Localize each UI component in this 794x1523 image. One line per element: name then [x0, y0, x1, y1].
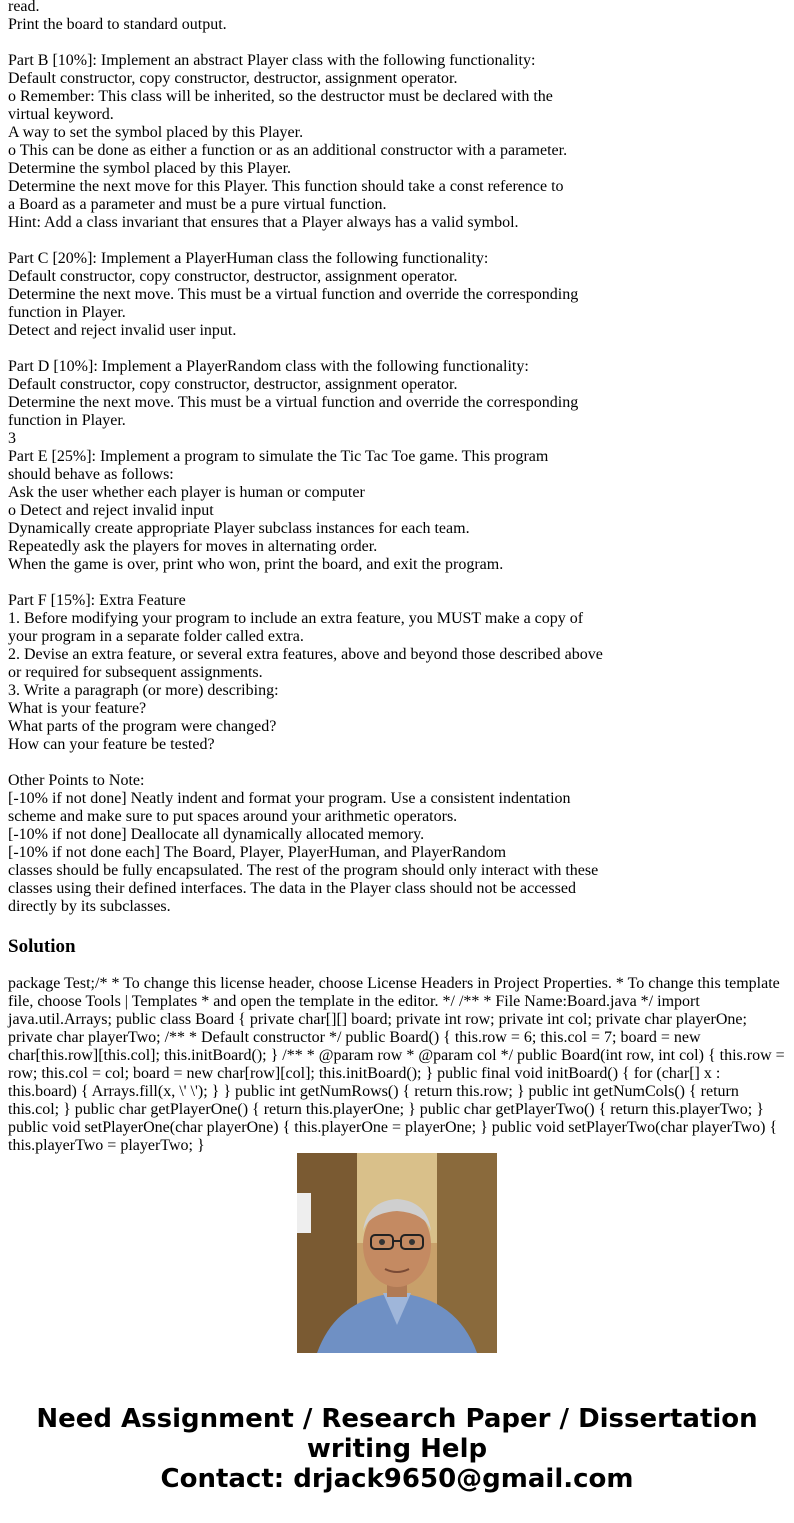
text-line: Determine the next move. This must be a virtual function and override the corresponding: [8, 394, 579, 411]
text-line: When the game is over, print who won, print the board, and exit the program.: [8, 556, 504, 573]
text-line: Repeatedly ask the players for moves in alternating order.: [8, 538, 378, 555]
text-line: Print the board to standard output.: [8, 16, 227, 33]
promo-line-1: Need Assignment / Research Paper / Dissertation: [36, 1404, 758, 1434]
text-line: function in Player.: [8, 304, 126, 321]
text-line: Determine the symbol placed by this Player.: [8, 160, 292, 177]
text-line: o This can be done as either a function or as an additional constructor with a parameter.: [8, 142, 568, 159]
text-line: Part C [20%]: Implement a PlayerHuman class the following functionality:: [8, 250, 489, 267]
solution-code: package Test;/* * To change this license header, choose License Headers in Project Properties. * To change this template file, choose Tools | Templates * and open the template in the editor. */ /** * File Name:Board.java */ import java.util.Arrays; public class Board { private char[][] board; private int row; private int col; private char playerOne; private char playerTwo; /** * Default constructor */ public Board() { this.row = 6; this.col = 7; board = new char[this.row][this.col]; this.initBoard(); } /** * @param row * @param col */ public Board(int row, int col) { this.row = row; this.col = col; board = new char[row][col]; this.initBoard(); } public final void initBoard() { for (char[] x : this.board) { Arrays.fill(x, \' \'); } } public int getNumRows() { return this.row; } public int getNumCols() { return this.col; } public char getPlayerOne() { return this.playerOne; } public char getPlayerTwo() { return this.playerTwo; } public void setPlayerOne(char playerOne) { this.playerOne = playerOne; } public void setPlayerTwo(char playerTwo) { this.playerTwo = playerTwo; }: [8, 975, 785, 1154]
text-line: Detect and reject invalid user input.: [8, 322, 237, 339]
text-line: scheme and make sure to put spaces around your arithmetic operators.: [8, 808, 458, 825]
text-line: a Board as a parameter and must be a pure virtual function.: [8, 196, 387, 213]
text-line: 3: [8, 430, 16, 447]
text-line: Default constructor, copy constructor, destructor, assignment operator.: [8, 268, 458, 285]
text-line: Other Points to Note:: [8, 772, 145, 789]
blank-line: [8, 232, 788, 250]
text-line: How can your feature be tested?: [8, 736, 215, 753]
tutor-photo: [297, 1153, 497, 1353]
blank-line: [8, 34, 788, 52]
text-line: directly by its subclasses.: [8, 898, 171, 915]
text-line: What is your feature?: [8, 700, 147, 717]
text-line: [-10% if not done] Neatly indent and format your program. Use a consistent indentation: [8, 790, 571, 807]
text-line: function in Player.: [8, 412, 126, 429]
text-line: Part B [10%]: Implement an abstract Player class with the following functionality:: [8, 52, 536, 69]
text-line: [-10% if not done] Deallocate all dynamically allocated memory.: [8, 826, 425, 843]
assignment-text: [8, 0, 788, 916]
blank-line: [8, 574, 788, 592]
text-line: Default constructor, copy constructor, destructor, assignment operator.: [8, 376, 458, 393]
text-line: Dynamically create appropriate Player subclass instances for each team.: [8, 520, 470, 537]
text-line: o Detect and reject invalid input: [8, 502, 214, 519]
promo-line-2: writing Help: [306, 1434, 488, 1464]
promo-banner: [0, 1404, 794, 1494]
text-line: o Remember: This class will be inherited, so the destructor must be declared with the: [8, 88, 553, 105]
text-line: 1. Before modifying your program to include an extra feature, you MUST make a copy of: [8, 610, 584, 627]
solution-heading: Solution: [8, 936, 76, 957]
text-line: Default constructor, copy constructor, destructor, assignment operator.: [8, 70, 458, 87]
text-line: What parts of the program were changed?: [8, 718, 277, 735]
text-line: 2. Devise an extra feature, or several extra features, above and beyond those described above: [8, 646, 603, 663]
text-line: Part E [25%]: Implement a program to simulate the Tic Tac Toe game. This program: [8, 448, 549, 465]
text-line: Hint: Add a class invariant that ensures that a Player always has a valid symbol.: [8, 214, 519, 231]
blank-line: [8, 340, 788, 358]
text-line: should behave as follows:: [8, 466, 174, 483]
blank-line: [8, 754, 788, 772]
text-line: your program in a separate folder called extra.: [8, 628, 304, 645]
text-line: classes using their defined interfaces. The data in the Player class should not be accessed: [8, 880, 576, 897]
text-line: [-10% if not done each] The Board, Player, PlayerHuman, and PlayerRandom: [8, 844, 507, 861]
text-line: virtual keyword.: [8, 106, 114, 123]
promo-contact: Contact: drjack9650@gmail.com: [160, 1464, 634, 1494]
text-line: read.: [8, 0, 40, 15]
text-line: Part D [10%]: Implement a PlayerRandom class with the following functionality:: [8, 358, 529, 375]
text-line: classes should be fully encapsulated. The rest of the program should only interact with these: [8, 862, 599, 879]
text-line: Part F [15%]: Extra Feature: [8, 592, 186, 609]
text-line: or required for subsequent assignments.: [8, 664, 263, 681]
text-line: Ask the user whether each player is human or computer: [8, 484, 365, 501]
text-line: 3. Write a paragraph (or more) describing:: [8, 682, 279, 699]
text-line: Determine the next move. This must be a virtual function and override the corresponding: [8, 286, 579, 303]
text-line: A way to set the symbol placed by this Player.: [8, 124, 304, 141]
tutor-portrait-illustration: [297, 1153, 497, 1353]
text-line: Determine the next move for this Player. This function should take a const reference to: [8, 178, 564, 195]
